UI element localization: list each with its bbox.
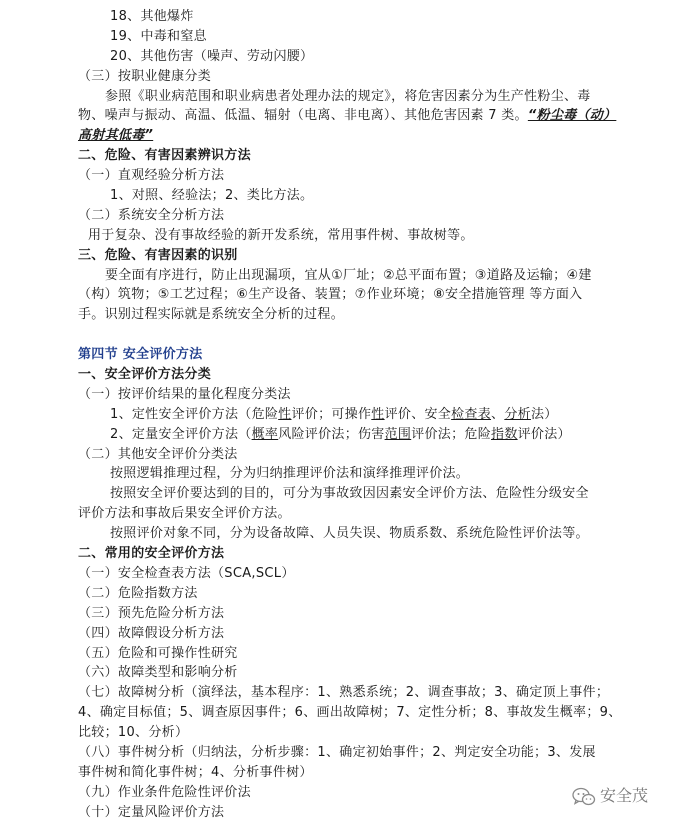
subsection-text: 用于复杂、没有事故经验的新开发系统，常用事件树、事故树等。 bbox=[88, 227, 474, 243]
underlined-text: 性 bbox=[278, 406, 292, 422]
underlined-text: 范围 bbox=[384, 426, 412, 442]
hazard-item: 18、其他爆炸 bbox=[110, 9, 194, 24]
subsection-heading: （一）按评价结果的量化程度分类法 bbox=[78, 386, 291, 402]
section-heading: 二、危险、有害因素辨识方法 bbox=[78, 148, 251, 164]
mnemonic-text: “粉尘毒（动） bbox=[527, 108, 617, 124]
method-item: （八）事件树分析（归纳法，分析步骤：1、确定初始事件；2、判定安全功能；3、发展 bbox=[78, 744, 596, 760]
method-item: （三）预先危险分析方法 bbox=[78, 605, 225, 621]
wechat-icon bbox=[572, 787, 596, 807]
paragraph-line: （构）筑物；⑤工艺过程；⑥生产设备、装置；⑦作业环境；⑧安全措施管理 等方面入 bbox=[78, 287, 583, 303]
method-item: （七）故障树分析（演绎法，基本程序：1、熟悉系统；2、调查事故；3、确定顶上事件； bbox=[78, 685, 610, 701]
text-part: 评价法） bbox=[517, 426, 571, 442]
text-part: 1、定性安全评价方法（危险 bbox=[110, 406, 279, 422]
paragraph-line: 按照安全评价要达到的目的，可分为事故致因因素安全评价方法、危险性分级安全 bbox=[110, 486, 589, 502]
text-part: 、 bbox=[491, 406, 505, 422]
qualitative-methods-line bbox=[0, 405, 674, 425]
underlined-text: 概率 bbox=[251, 426, 279, 442]
paragraph-line: 按照评价对象不同，分为设备故障、人员失误、物质系数、系统危险性评价法等。 bbox=[110, 526, 589, 542]
watermark-text: 安全茂 bbox=[600, 786, 649, 805]
section-heading: 一、安全评价方法分类 bbox=[78, 367, 212, 383]
subsection-item: 1、对照、经验法；2、类比方法。 bbox=[110, 188, 314, 204]
method-item: （九）作业条件危险性评价法 bbox=[78, 784, 251, 800]
underlined-text: 检查表 bbox=[451, 406, 492, 422]
paragraph-line: 按照逻辑推理过程，分为归纳推理评价法和演绎推理评价法。 bbox=[110, 466, 470, 482]
method-item: （二）危险指数方法 bbox=[78, 585, 198, 601]
blank-line bbox=[0, 325, 674, 345]
subsection-heading: （二）其他安全评价分类法 bbox=[78, 446, 238, 462]
method-item: （一）安全检查表方法（SCA,SCL） bbox=[78, 565, 295, 581]
chapter-title: 第四节 安全评价方法 bbox=[78, 347, 203, 363]
subsection-heading: （一）直观经验分析方法 bbox=[78, 168, 225, 184]
text-part: 2、定量安全评价方法（ bbox=[110, 426, 252, 442]
mnemonic-text: 高射其低毒” bbox=[78, 128, 154, 144]
occupational-heading: （三）按职业健康分类 bbox=[78, 68, 212, 84]
mnemonic-line bbox=[0, 126, 674, 146]
method-item-continued: 比较；10、分析） bbox=[78, 725, 189, 741]
method-item-continued: 事件树和简化事件树；4、分析事件树） bbox=[78, 764, 313, 780]
occupational-text-line bbox=[0, 106, 674, 126]
paragraph-line: 手。识别过程实际就是系统安全分析的过程。 bbox=[78, 307, 345, 323]
method-item: （五）危险和可操作性研究 bbox=[78, 645, 238, 661]
method-item: （十）定量风险评价方法 bbox=[78, 804, 225, 820]
method-item: （四）故障假设分析方法 bbox=[78, 625, 225, 641]
text-part: 评价；可操作 bbox=[291, 406, 372, 422]
section-heading: 三、危险、有害因素的识别 bbox=[78, 247, 238, 263]
text-part: 风险评价法；伤害 bbox=[278, 426, 385, 442]
method-item-continued: 4、确定目标值；5、调查原因事件；6、画出故障树；7、定性分析；8、事故发生概率；9、 bbox=[78, 705, 622, 721]
quantitative-methods-line bbox=[0, 425, 674, 445]
section-heading: 二、常用的安全评价方法 bbox=[78, 546, 225, 562]
subsection-heading: （二）系统安全分析方法 bbox=[78, 207, 225, 223]
occupational-text: 参照《职业病范围和职业病患者处理办法的规定》，将危害因素分为生产性粉尘、毒 bbox=[105, 88, 591, 104]
underlined-text: 分析 bbox=[504, 406, 531, 422]
underlined-text: 性 bbox=[371, 406, 385, 422]
text-part: 法） bbox=[530, 406, 558, 422]
document-page bbox=[0, 7, 674, 823]
method-item: （六）故障类型和影响分析 bbox=[78, 665, 238, 681]
hazard-item: 20、其他伤害（噪声、劳动闪腰） bbox=[110, 48, 314, 64]
text-part: 评价法；危险 bbox=[411, 426, 492, 442]
hazard-item: 19、中毒和窒息 bbox=[110, 28, 207, 44]
paragraph-line: 评价方法和事故后果安全评价方法。 bbox=[78, 506, 291, 522]
text-part: 评价、安全 bbox=[384, 406, 452, 422]
paragraph-line: 要全面有序进行，防止出现漏项，宜从①厂址；②总平面布置；③道路及运输；④建 bbox=[105, 267, 592, 283]
occupational-text: 物、噪声与振动、高温、低温、辐射（电离、非电离）、其他危害因素 7 类。 bbox=[78, 108, 528, 124]
underlined-text: 指数 bbox=[491, 426, 518, 442]
